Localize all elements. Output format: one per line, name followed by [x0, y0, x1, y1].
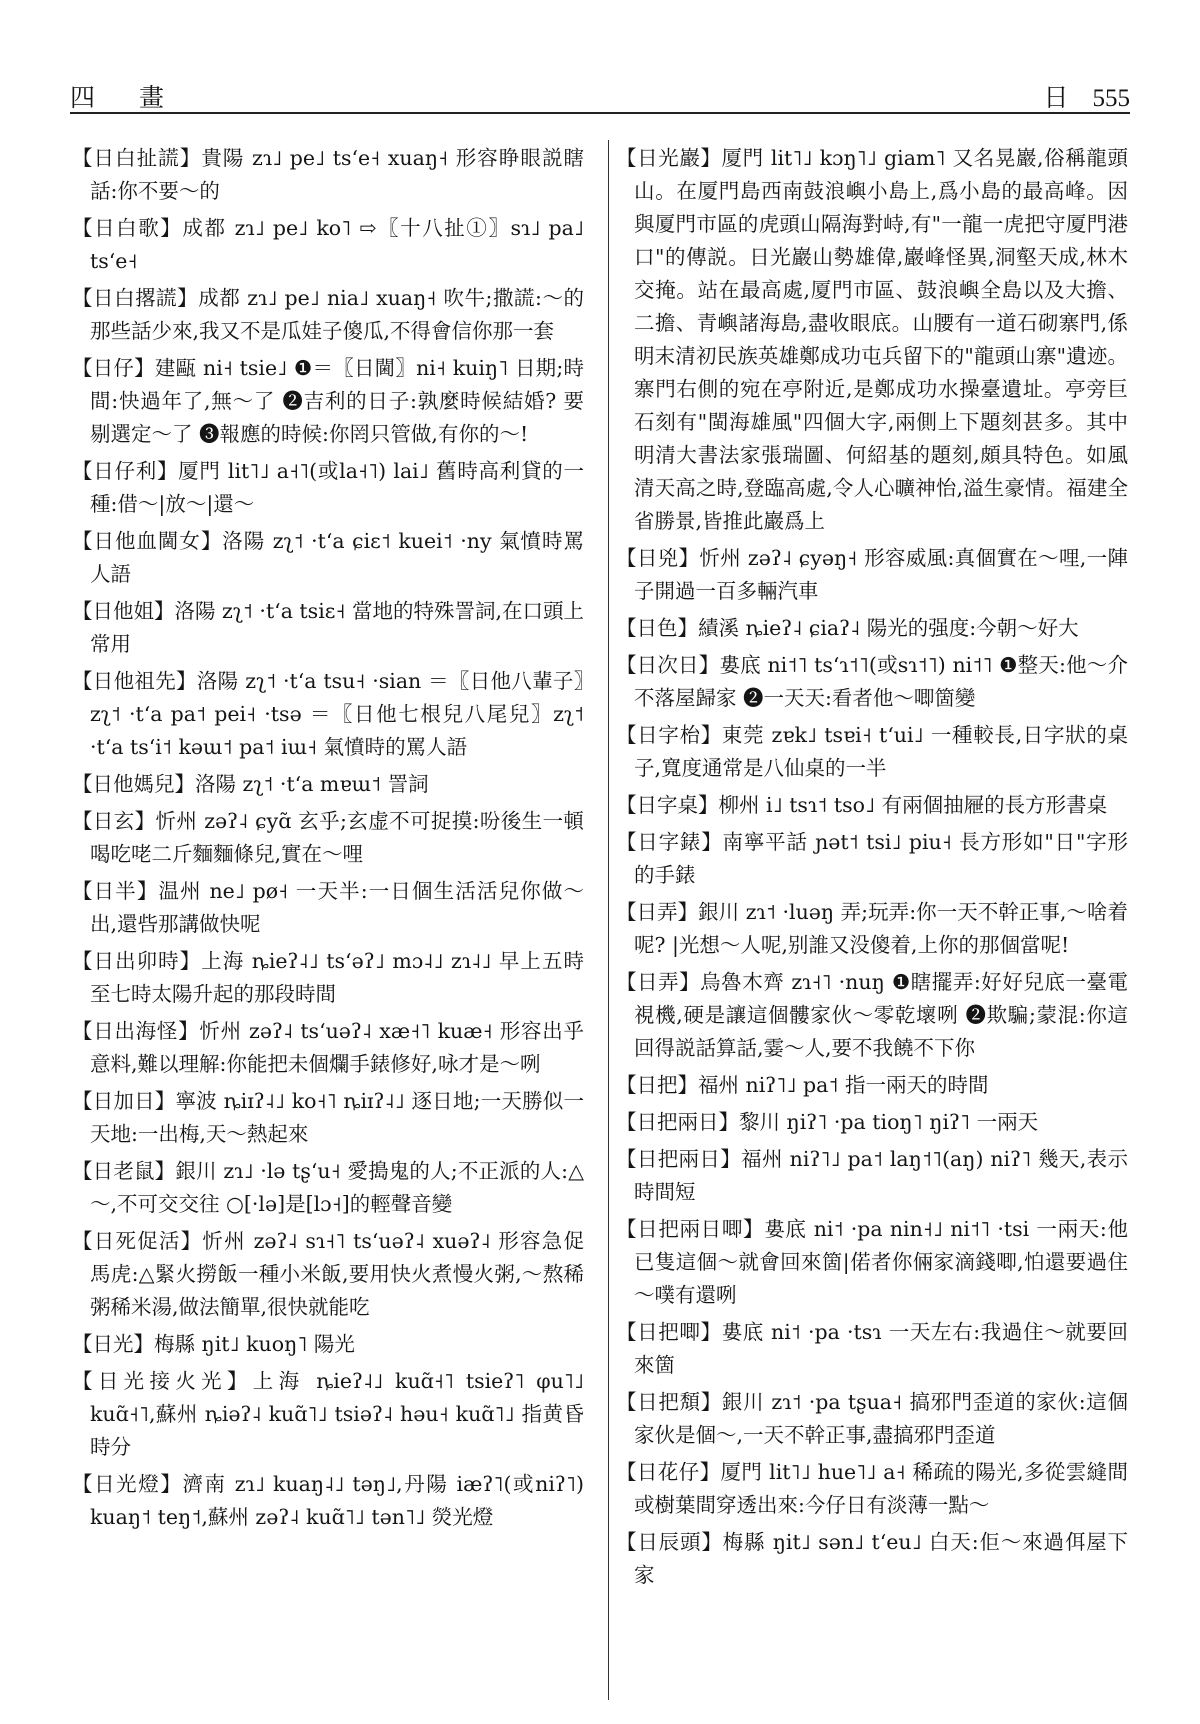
dictionary-entry: 【日白歌】成都 zɿ˩ pe˩ ko˥ ⇨〖十八扯①〗sɿ˩ pa˩ tsʻe˧: [72, 216, 584, 273]
dictionary-entry: 【日他姐】洛陽 zʅ˦ ·tʻa tsiɛ˧ 當地的特殊詈詞,在口頭上常用: [72, 599, 585, 656]
dictionary-entry: 【日老鼠】銀川 zɿ˩ ·lə tʂʻu˧ 愛搗鬼的人;不正派的人:△～,不可交交往 ○[·lə]是[lɔ˧]的輕聲音變: [72, 1159, 584, 1216]
dictionary-entry: 【日光】梅縣 ŋit˩ kuoŋ˥ 陽光: [72, 1332, 355, 1356]
dictionary-entry: 【日白撂謊】成都 zɿ˩ pe˩ nia˩ xuaŋ˧ 吹牛;撒謊:～的那些話少來,我又不是瓜娃子傻瓜,不得會信你那一套: [72, 286, 584, 343]
dictionary-entry: 【日加日】寧波 ȵiɪʔ˨˩ ko˧˥ ȵiɪʔ˨˩ 逐日地;一天勝似一天地:一出梅,天～熱起來: [72, 1089, 584, 1146]
dictionary-entry: 【日把頽】銀川 zɿ˦ ·pa tʂua˧ 搞邪門歪道的家伙:這個家伙是個～,一天不幹正事,盡搞邪門歪道: [616, 1390, 1128, 1447]
dictionary-entry: 【日玄】忻州 zəʔ˨ ɕyɑ̃ 玄乎;玄虚不可捉摸:吩後生一頓喝吃咾二斤麵麵條兒,實在～哩: [72, 809, 584, 866]
header-right: [1043, 78, 1130, 114]
page-header: [70, 70, 1130, 112]
dictionary-entry: 【日出海怪】忻州 zəʔ˨ tsʻuəʔ˨ xæ˧˥ kuæ˧ 形容出乎意料,難以理解:你能把未個爛手錶修好,咏才是～咧: [72, 1019, 584, 1076]
dictionary-entry: 【日出卯時】上海 ȵieʔ˨˩ tsʻəʔ˩ mɔ˨˩ zɿ˨˩ 早上五時至七時太陽升起的那段時間: [72, 949, 584, 1006]
dictionary-entry: 【日半】温州 ne˩ pø˧ 一天半:一日個生活活兒你做～出,還呰那講做快呢: [72, 879, 584, 936]
dictionary-entry: 【日把兩日】黎川 ŋiʔ˥ ·pa tioŋ˥ ŋiʔ˥ 一兩天: [616, 1110, 1039, 1134]
dictionary-entry: 【日死促活】忻州 zəʔ˨ sɿ˧˥ tsʻuəʔ˨ xuəʔ˨ 形容急促馬虎:△緊火撈飯一種小米飯,要用快火煮慢火粥,～熬稀粥稀米湯,做法簡單,很快就能吃: [72, 1229, 584, 1319]
dictionary-entry: 【日光燈】濟南 zɿ˩ kuaŋ˨˩ təŋ˩,丹陽 iæʔ˥(或niʔ˥) kuaŋ˦ teŋ˦,蘇州 zəʔ˨ kuɑ̃˥˩ tən˥˩ 熒光燈: [72, 1472, 584, 1529]
header-character: 日: [1043, 83, 1069, 112]
dictionary-entry: 【日把】福州 niʔ˥˩ pa˦ 指一兩天的時間: [616, 1073, 989, 1097]
left-column: [72, 142, 584, 1538]
dictionary-entry: 【日辰頭】梅縣 ŋit˩ sən˩ tʻeu˩ 白天:佢～來過佴屋下家: [616, 1530, 1128, 1587]
dictionary-entry: 【日他祖先】洛陽 zʅ˦ ·tʻa tsu˧ ·sian ＝〖日他八輩子〗zʅ˦ ·tʻa pa˦ pei˧ ·tsə ＝〖日他七根兒八尾兒〗zʅ˦ ·tʻa tsʻi˦ kəɯ˦ pa˦ iɯ˧ 氣憤時的罵人語: [72, 669, 584, 759]
dictionary-entry: 【日字桌】柳州 i˩ tsɿ˦ tso˩ 有兩個抽屜的長方形書桌: [616, 793, 1108, 817]
dictionary-entry: 【日他媽兒】洛陽 zʅ˦ ·tʻa mɐɯ˦ 詈詞: [72, 772, 429, 796]
dictionary-entry: 【日仔】建甌 ni˧ tsie˩ ❶＝〖日閫〗ni˧ kuiŋ˥ 日期;時間:快過年了,無～了 ❷吉利的日子:孰麼時候結婚? 要剔選定～了 ❸報應的時候:你罔只管做,有你的～!: [72, 356, 584, 446]
dictionary-entry: 【日弄】烏魯木齊 zɿ˧˥ ·nuŋ ❶瞎擺弄:好好兒底一臺電視機,硬是讓這個髏家伙～零乾壞咧 ❷欺騙;蒙混:你這回得説話算話,霎～人,要不我饒不下你: [616, 970, 1128, 1060]
dictionary-entry: 【日把兩日唧】婁底 ni˦ ·pa nin˧˩ ni˦˥ ·tsi 一兩天:他已隻這個～就會回來箇|偌者你倆家滴錢唧,怕還要過住～噗有還咧: [616, 1217, 1128, 1307]
dictionary-entry: 【日把唧】婁底 ni˦ ·pa ·tsɿ 一天左右:我過住～就要回來箇: [616, 1320, 1128, 1377]
dictionary-entry: 【日把兩日】福州 niʔ˥˩ pa˦ laŋ˦˥(aŋ) niʔ˥ 幾天,表示時間短: [616, 1147, 1128, 1204]
header-rule: [70, 112, 1130, 114]
dictionary-entry: 【日兇】忻州 zəʔ˨ ɕyəŋ˧ 形容威風:真個實在～哩,一陣子開過一百多輛汽車: [616, 546, 1128, 603]
section-label: 四 畫: [70, 83, 182, 112]
dictionary-entry: 【日白扯謊】貴陽 zɿ˩ pe˩ tsʻe˧ xuaŋ˧ 形容睁眼説瞎話:你不要～的: [72, 146, 584, 203]
dictionary-entry: 【日光巖】厦門 lit˥˩ kɔŋ˥˩ giam˥ 又名晃巖,俗稱龍頭山。在厦門島西南鼓浪嶼小島上,爲小島的最高峰。因與厦門市區的虎頭山隔海對峙,有"一龍一虎把守厦門港口"的傳説。日光巖山勢雄偉,巖峰怪異,洞壑天成,林木交掩。站在最高處,厦門市區、鼓浪嶼全島以及大擔、二擔、青嶼諸海島,盡收眼底。山腰有一道石砌寨門,係明末清初民族英雄鄭成功屯兵留下的"龍頭山寨"遺迹。寨門右側的宛在亭附近,是鄭成功水操臺遺址。亭旁巨石刻有"閩海雄風"四個大字,兩側上下題刻甚多。其中明清大書法家張瑞圖、何紹基的題刻,頗具特色。如風清天高之時,登臨高處,令人心曠神怡,溢生豪情。福建全省勝景,皆推此巖爲上: [616, 146, 1128, 533]
dictionary-entry: 【日光接火光】上海 ȵieʔ˨˩ kuɑ̃˧˥ tsieʔ˥ φu˥˩ kuɑ̃˧˥,蘇州 ȵiəʔ˨ kuɑ̃˥˩ tsiəʔ˨ həu˧ kuɑ̃˥˩ 指黄昏時分: [72, 1369, 584, 1459]
page-number: 555: [1092, 85, 1130, 112]
dictionary-entry: 【日他血閫女】洛陽 zʅ˦ ·tʻa ɕiɛ˦ kuei˦ ·ny 氣憤時罵人語: [72, 529, 584, 586]
dictionary-entry: 【日仔利】厦門 lit˥˩ a˧˥(或la˧˥) lai˩ 舊時高利貸的一種:借～|放～|還～: [72, 459, 584, 516]
dictionary-entry: 【日弄】銀川 zɿ˦ ·luəŋ 弄;玩弄:你一天不幹正事,～啥着呢? |光想～人呢,别誰又没傻着,上你的那個當呢!: [616, 900, 1128, 957]
dictionary-entry: 【日字錶】南寧平話 ɲət˦ tsi˩ piu˧ 長方形如"日"字形的手錶: [616, 830, 1128, 887]
right-column: [616, 142, 1128, 1596]
dictionary-entry: 【日花仔】厦門 lit˥˩ hue˥˩ a˧ 稀疏的陽光,多從雲縫間或樹葉間穿透出來:今仔日有淡薄一點～: [616, 1460, 1128, 1517]
dictionary-entry: 【日色】績溪 ȵieʔ˨ ɕiaʔ˨ 陽光的强度:今朝～好大: [616, 616, 1079, 640]
dictionary-entry: 【日字枱】東莞 zɐk˩ tsɐi˧ tʻui˩ 一種較長,日字狀的桌子,寬度通常是八仙桌的一半: [616, 723, 1128, 780]
dictionary-entry: 【日次日】婁底 ni˦˥ tsʻɿ˦˥(或sɿ˦˥) ni˦˥ ❶整天:他～介不落屋歸家 ❷一天天:看者他～唧箇變: [616, 653, 1128, 710]
column-divider: [608, 140, 609, 1700]
